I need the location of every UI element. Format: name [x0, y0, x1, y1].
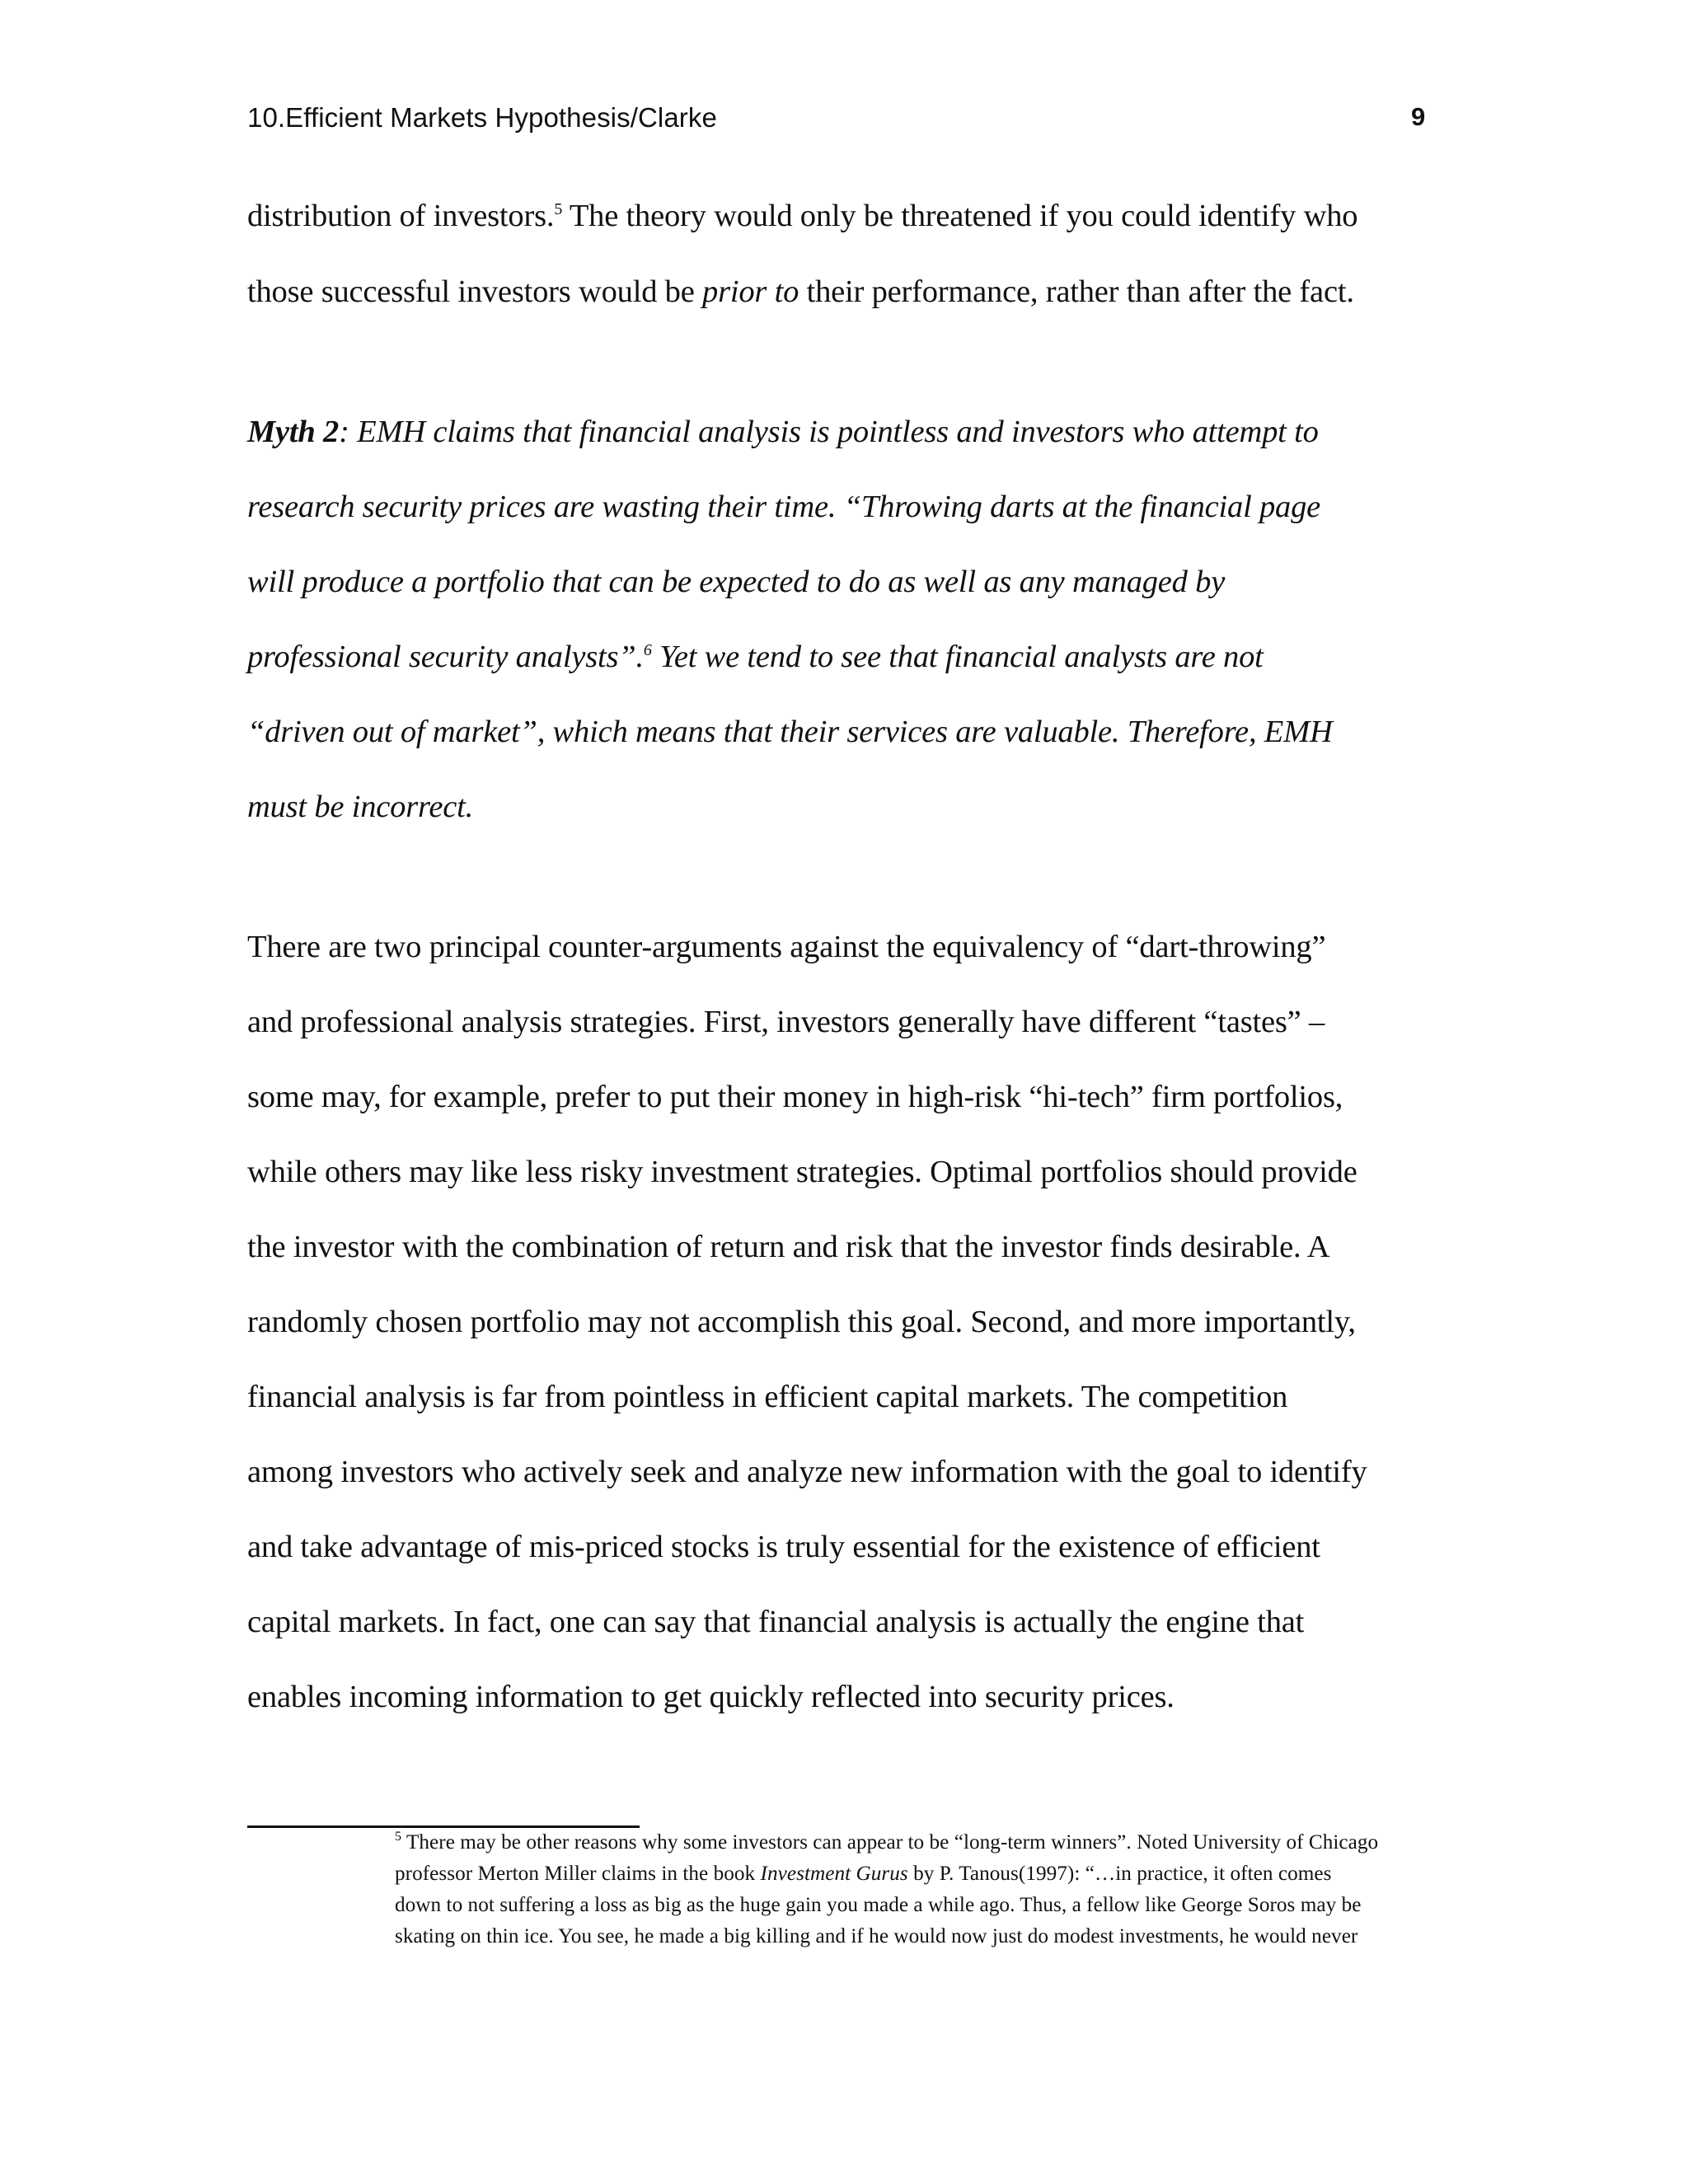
paragraph-2-line-6: randomly chosen portfolio may not accomplish this goal. Second, and more importantly,	[247, 1305, 1356, 1339]
myth-2-line-2: research security prices are wasting their time. “Throwing darts at the financial page	[247, 490, 1321, 524]
text-run: those successful investors would be	[247, 274, 703, 309]
text-run: Yet we tend to see that financial analysts are not	[651, 640, 1264, 674]
paragraph-2-line-8: among investors who actively seek and analyze new information with the goal to identify	[247, 1455, 1367, 1489]
paragraph-2-line-10: capital markets. In fact, one can say that financial analysis is actually the engine that	[247, 1605, 1305, 1639]
footnote-5-line-4: skating on thin ice. You see, he made a big killing and if he would now just do modest investments, he would never	[395, 1925, 1358, 1947]
text-run: their performance, rather than after the fact.	[799, 274, 1354, 309]
footnote-5-line-1	[395, 1831, 1425, 1854]
text-run: There may be other reasons why some investors can appear to be “long-term winners”. Noted University of Chicago	[401, 1831, 1379, 1854]
myth-2-line-1	[247, 414, 1319, 450]
paragraph-2-line-7: financial analysis is far from pointless in efficient capital markets. The competition	[247, 1380, 1288, 1414]
text-run: : EMH claims that financial analysis is pointless and investors who attempt to	[339, 415, 1319, 449]
paragraph-1-line-2	[247, 274, 1354, 310]
running-header-title: 10.Efficient Markets Hypothesis/Clarke	[247, 102, 717, 133]
emphasis-prior-to: prior to	[702, 274, 799, 309]
text-run: The theory would only be threatened if you could identify who	[562, 199, 1358, 233]
paragraph-2-line-9: and take advantage of mis-priced stocks is truly essential for the existence of efficient	[247, 1530, 1320, 1564]
footnote-ref-6[interactable]: 6	[643, 641, 652, 659]
paragraph-2-line-3: some may, for example, prefer to put their money in high-risk “hi-tech” firm portfolios,	[247, 1080, 1343, 1114]
myth-2-line-4	[247, 639, 1264, 675]
page-number: 9	[1411, 102, 1426, 131]
footnote-ref-5[interactable]: 5	[554, 200, 563, 218]
book-title: Investment Gurus	[760, 1863, 908, 1885]
paragraph-2-line-11: enables incoming information to get quickly reflected into security prices.	[247, 1680, 1175, 1714]
footnote-number: 5	[395, 1830, 402, 1844]
footnote-5-line-2	[395, 1863, 1425, 1886]
paragraph-2-line-1: There are two principal counter-arguments against the equivalency of “dart-throwing”	[247, 930, 1326, 964]
paragraph-2-line-5: the investor with the combination of return and risk that the investor finds desirable. A	[247, 1230, 1330, 1264]
paragraph-2-line-2: and professional analysis strategies. First, investors generally have different “tastes” –	[247, 1005, 1325, 1039]
myth-2-line-3: will produce a portfolio that can be expected to do as well as any managed by	[247, 565, 1226, 599]
paragraph-2-line-4: while others may like less risky investment strategies. Optimal portfolios should provide	[247, 1155, 1357, 1189]
text-run: professional security analysts”.	[247, 640, 644, 674]
paragraph-1-line-1	[247, 198, 1357, 234]
myth-2-label: Myth 2	[247, 415, 340, 449]
footnote-separator	[247, 1825, 640, 1828]
footnote-5-line-3: down to not suffering a loss as big as the huge gain you made a while ago. Thus, a fellow like George Soros may be	[395, 1894, 1362, 1916]
text-run: by P. Tanous(1997): “…in practice, it often comes	[907, 1863, 1332, 1885]
text-run: professor Merton Miller claims in the book	[395, 1863, 761, 1885]
text-run: distribution of investors.	[247, 199, 555, 233]
myth-2-line-5: “driven out of market”, which means that their services are valuable. Therefore, EMH	[247, 715, 1333, 749]
myth-2-line-6: must be incorrect.	[247, 790, 474, 824]
